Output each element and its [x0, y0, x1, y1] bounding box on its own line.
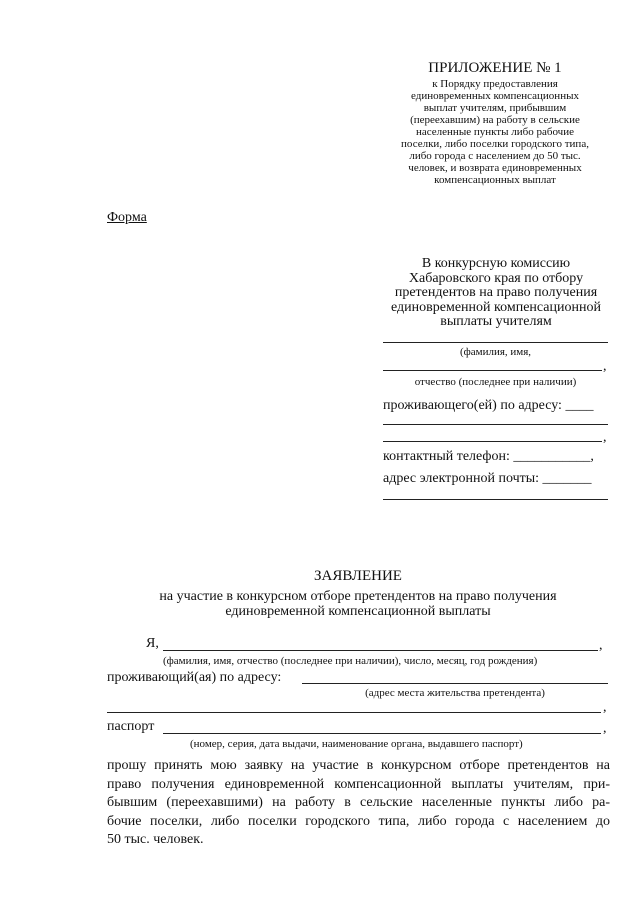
- residing-address-line-1[interactable]: [383, 424, 608, 425]
- appendix-line: человек, и возврата единовременных: [408, 162, 582, 174]
- addressee-line: единовременной компенсационной: [391, 299, 601, 315]
- residing-label: проживающего(ей) по адресу: ____: [383, 398, 594, 413]
- address-line-1[interactable]: [302, 683, 608, 684]
- passport-label: паспорт: [107, 719, 155, 734]
- name-hint: (фамилия, имя,: [459, 346, 532, 358]
- address-line-2[interactable]: [107, 712, 601, 713]
- passport-hint: (номер, серия, дата выдачи, наименование органа, выдавшего паспорт): [190, 738, 523, 750]
- email-line[interactable]: [383, 499, 608, 500]
- appendix-line: (переехавшим) на работу в сельские: [410, 114, 580, 126]
- appendix-line: либо города с населением до 50 тыс.: [409, 150, 581, 162]
- addressee-block: [378, 257, 614, 330]
- appendix-line: к Порядку предоставления: [432, 78, 558, 90]
- body-line: 50 тыс. человек.: [107, 832, 204, 847]
- addressee-line: В конкурсную комиссию: [421, 256, 571, 271]
- appendix-line: поселки, либо поселки городского типа,: [401, 138, 589, 150]
- appendix-line: населенные пункты либо рабочие: [416, 126, 574, 138]
- passport-comma: ,: [603, 721, 607, 736]
- name-line[interactable]: [383, 342, 608, 343]
- body-line: прошу принять мою заявку на участие в конкурсном отборе претендентов на: [107, 758, 610, 773]
- appendix-block: [380, 60, 610, 186]
- body-line: бывшим (переехавшими) на работу в сельские населенные пункты либо ра-: [107, 795, 610, 810]
- address-hint: (адрес места жительства претендента): [365, 687, 545, 699]
- phone-label: контактный телефон: ___________,: [383, 449, 594, 464]
- passport-line[interactable]: [163, 733, 601, 734]
- addressee-line: выплаты учителям: [440, 314, 552, 329]
- patronymic-hint: отчество (последнее при наличии): [414, 376, 577, 388]
- residing-comma: ,: [603, 430, 607, 445]
- statement-title: ЗАЯВЛЕНИЕ: [314, 568, 402, 584]
- statement-subtitle-2: единовременной компенсационной выплаты: [225, 604, 491, 619]
- body-line: право получения единовременной компенсационной выплаты учителям, при-: [107, 776, 610, 792]
- appendix-line: выплат учителям, прибывшим: [423, 102, 567, 114]
- applicant-name-hint: (фамилия, имя, отчество (последнее при наличии), число, месяц, год рождения): [163, 655, 538, 667]
- appendix-line: компенсационных выплат: [434, 174, 556, 186]
- appendix-line: единовременных компенсационных: [411, 90, 579, 102]
- statement-subtitle-1: на участие в конкурсном отборе претендентов на право получения: [159, 589, 557, 604]
- appendix-title: ПРИЛОЖЕНИЕ № 1: [428, 60, 562, 76]
- residing-address-line-2[interactable]: [383, 441, 602, 442]
- address-label: проживающий(ая) по адресу:: [107, 670, 282, 685]
- addressee-line: Хабаровского края по отбору: [408, 270, 584, 286]
- i-label: Я,: [146, 636, 159, 651]
- patronymic-comma: ,: [603, 359, 607, 374]
- addressee-line: претендентов на право получения: [394, 285, 598, 300]
- statement-body: [107, 757, 610, 850]
- patronymic-line[interactable]: [383, 370, 602, 371]
- applicant-name-line[interactable]: [163, 650, 598, 651]
- address-comma: ,: [603, 700, 607, 715]
- body-line: бочие поселки, либо поселки городского типа, либо города с населением до: [107, 813, 610, 829]
- applicant-name-comma: ,: [599, 638, 603, 653]
- form-label: Форма: [107, 210, 147, 225]
- email-label: адрес электронной почты: _______: [383, 471, 592, 486]
